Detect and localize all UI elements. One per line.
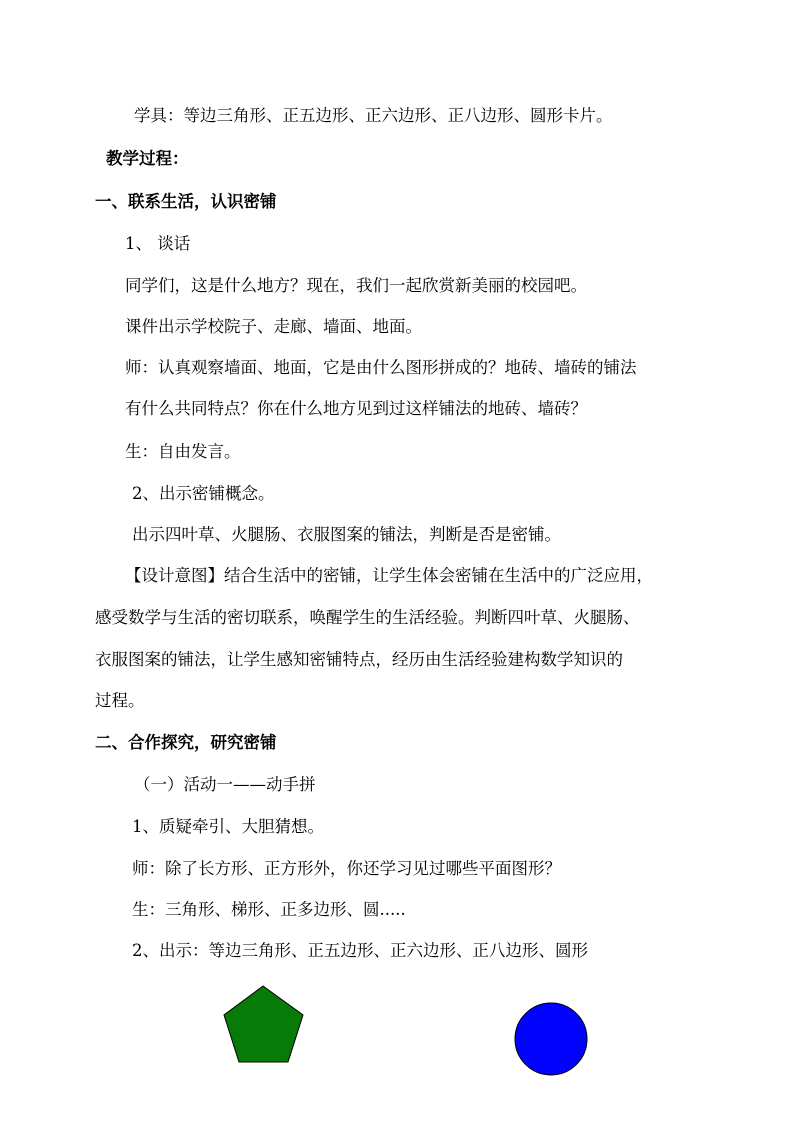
pentagon-shape <box>222 985 306 1065</box>
paragraph-line: 衣服图案的铺法，让学生感知密铺特点，经历由生活经验建构数学知识的 <box>95 650 623 669</box>
talk-item: 1、 谈话 <box>125 234 191 253</box>
concept-item: 2、出示密铺概念。 <box>132 484 275 503</box>
paragraph-line: 感受数学与生活的密切联系，唤醒学生的生活经验。判断四叶草、火腿肠、 <box>95 608 640 627</box>
paragraph-line: 同学们，这是什么地方？现在，我们一起欣赏新美丽的校园吧。 <box>125 276 587 295</box>
materials-line: 学具：等边三角形、正五边形、正六边形、正八边形、圆形卡片。 <box>134 106 613 125</box>
design-intent-line: 【设计意图】结合生活中的密铺，让学生体会密铺在生活中的广泛应用， <box>125 566 653 585</box>
paragraph-line: 课件出示学校院子、走廊、墙面、地面。 <box>125 317 422 336</box>
section-two-heading: 二、合作探究，研究密铺 <box>95 733 277 752</box>
paragraph-line: 出示四叶草、火腿肠、衣服图案的铺法，判断是否是密铺。 <box>132 525 561 544</box>
paragraph-line: 2、出示：等边三角形、正五边形、正六边形、正八边形、圆形 <box>132 941 588 960</box>
circle-shape <box>513 1001 589 1077</box>
paragraph-line: 师：除了长方形、正方形外，你还学习见过哪些平面图形？ <box>132 859 561 878</box>
paragraph-line: 师：认真观察墙面、地面，它是由什么图形拼成的？地砖、墙砖的铺法 <box>125 358 637 377</box>
paragraph-line: 过程。 <box>95 691 145 710</box>
paragraph-line: 有什么共同特点？你在什么地方见到过这样铺法的地砖、墙砖？ <box>125 399 587 418</box>
section-one-heading: 一、联系生活，认识密铺 <box>95 192 277 211</box>
teaching-process-heading: 教学过程： <box>106 149 189 168</box>
activity-one-heading: （一）活动一——动手拼 <box>134 775 316 794</box>
paragraph-line: 生：三角形、梯形、正多边形、圆..... <box>132 900 406 919</box>
paragraph-line: 生：自由发言。 <box>125 442 241 461</box>
paragraph-line: 1、质疑牵引、大胆猜想。 <box>132 817 324 836</box>
